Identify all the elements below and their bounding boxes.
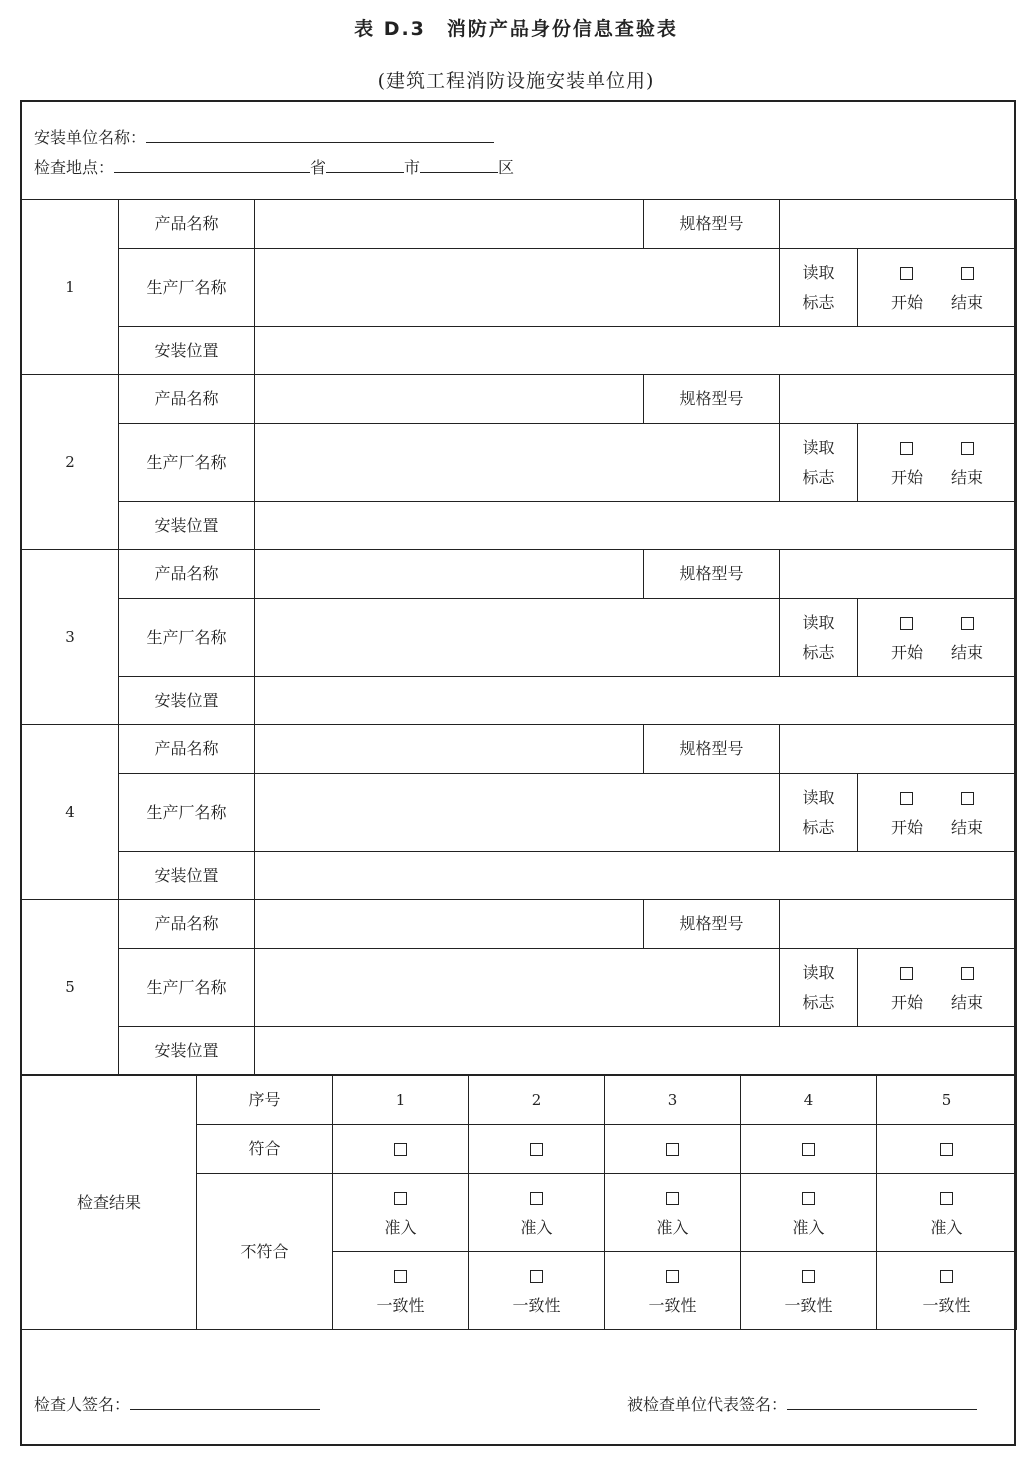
product-name-row: [22, 550, 1017, 599]
install-location-label-cell: [119, 852, 255, 900]
consistency-checkbox[interactable]: [530, 1270, 543, 1283]
start-option: [891, 608, 923, 668]
start-option: [891, 258, 923, 318]
pass-checkbox[interactable]: [530, 1143, 543, 1156]
end-label: 结束: [951, 817, 984, 837]
product-name-label: 产品名称: [154, 739, 219, 758]
manufacturer-field[interactable]: [255, 774, 780, 852]
read-mark-label-line1: 读取: [802, 262, 835, 282]
install-location-label-cell: [119, 502, 255, 550]
start-checkbox[interactable]: [900, 792, 913, 805]
product-number: [22, 375, 119, 550]
manufacturer-label-cell: [119, 774, 255, 852]
read-mark-label-line1: 读取: [802, 437, 835, 457]
access-label: 准入: [656, 1217, 689, 1237]
rep-signature: [627, 1392, 977, 1415]
product-name-field[interactable]: [255, 550, 644, 599]
read-mark-label-line1: 读取: [802, 787, 835, 807]
start-checkbox[interactable]: [900, 967, 913, 980]
spec-model-label: 规格型号: [679, 914, 744, 933]
manufacturer-label: 生产厂名称: [146, 802, 227, 822]
install-location-field[interactable]: [255, 677, 1017, 725]
product-name-field[interactable]: [255, 725, 644, 774]
seq-label: 序号: [248, 1090, 281, 1109]
read-mark-label-line2: 标志: [802, 467, 835, 487]
product-name-row: [22, 375, 1017, 424]
product-name-field[interactable]: [255, 200, 644, 249]
fail-label: 不符合: [240, 1241, 289, 1261]
rep-sign-label: 被检查单位代表签名：: [627, 1395, 788, 1414]
product-name-row: [22, 725, 1017, 774]
end-option: [951, 608, 983, 668]
seq-number-cell: [877, 1076, 1017, 1125]
consistency-checkbox[interactable]: [394, 1270, 407, 1283]
seq-number: 2: [531, 1091, 542, 1109]
spec-model-label-cell: [644, 900, 780, 949]
start-option: [891, 433, 923, 493]
start-checkbox[interactable]: [900, 267, 913, 280]
install-location-label: 安装位置: [154, 865, 219, 885]
spec-model-field[interactable]: [780, 375, 1017, 424]
start-option: [891, 783, 923, 843]
start-checkbox[interactable]: [900, 442, 913, 455]
access-checkbox[interactable]: [802, 1192, 815, 1205]
access-checkbox[interactable]: [530, 1192, 543, 1205]
read-mark-checks: [858, 774, 1017, 852]
pass-checkbox[interactable]: [666, 1143, 679, 1156]
product-number-text: 1: [65, 278, 75, 296]
pass-checkbox[interactable]: [940, 1143, 953, 1156]
install-location-row: [22, 852, 1017, 900]
manufacturer-field[interactable]: [255, 949, 780, 1027]
read-mark-label-cell: [780, 949, 858, 1027]
end-label: 结束: [951, 642, 984, 662]
install-location-label-cell: [119, 1027, 255, 1075]
product-number: [22, 725, 119, 900]
location-label: 检查地点：: [34, 158, 115, 177]
spec-model-field[interactable]: [780, 900, 1017, 949]
install-location-label-cell: [119, 677, 255, 725]
seq-number-cell: [605, 1076, 741, 1125]
install-location-label: 安装位置: [154, 515, 219, 535]
access-cell: [741, 1174, 877, 1252]
consistency-label: 一致性: [376, 1295, 425, 1315]
manufacturer-field[interactable]: [255, 249, 780, 327]
install-location-label: 安装位置: [154, 1040, 219, 1060]
read-mark-label-cell: [780, 249, 858, 327]
product-name-label-cell: [119, 375, 255, 424]
seq-number-cell: [469, 1076, 605, 1125]
spec-model-field[interactable]: [780, 200, 1017, 249]
install-location-label: 安装位置: [154, 690, 219, 710]
inspector-sign-label: 检查人签名：: [34, 1395, 131, 1414]
read-mark-checks: [858, 249, 1017, 327]
product-name-field[interactable]: [255, 375, 644, 424]
manufacturer-field[interactable]: [255, 424, 780, 502]
start-label: 开始: [890, 467, 923, 487]
district-label: 区: [498, 158, 515, 177]
install-location-row: [22, 327, 1017, 375]
spec-model-label-cell: [644, 550, 780, 599]
install-location-field[interactable]: [255, 502, 1017, 550]
read-mark-checks: [858, 949, 1017, 1027]
product-number: [22, 200, 119, 375]
access-label: 准入: [384, 1217, 417, 1237]
manufacturer-row: [22, 249, 1017, 327]
spec-model-label: 规格型号: [679, 214, 744, 233]
access-label: 准入: [930, 1217, 963, 1237]
spec-model-label-cell: [644, 200, 780, 249]
results-label-cell: [22, 1076, 197, 1330]
seq-number: 4: [803, 1091, 814, 1109]
product-number-text: 5: [65, 978, 75, 996]
start-label: 开始: [890, 817, 923, 837]
spec-model-label: 规格型号: [679, 739, 744, 758]
product-name-row: [22, 900, 1017, 949]
access-cell: [877, 1174, 1017, 1252]
consistency-label: 一致性: [648, 1295, 697, 1315]
product-name-label: 产品名称: [154, 564, 219, 583]
start-label: 开始: [890, 642, 923, 662]
seq-number: 5: [941, 1091, 952, 1109]
end-checkbox[interactable]: [961, 267, 974, 280]
spec-model-field[interactable]: [780, 550, 1017, 599]
install-location-label-cell: [119, 327, 255, 375]
consistency-cell: [605, 1252, 741, 1330]
install-location-field[interactable]: [255, 852, 1017, 900]
results-seq-row: [22, 1076, 1017, 1125]
spec-model-label: 规格型号: [679, 389, 744, 408]
consistency-checkbox[interactable]: [666, 1270, 679, 1283]
seq-number: 1: [395, 1091, 406, 1109]
product-name-row: [22, 200, 1017, 249]
pass-checkbox-cell: [333, 1125, 469, 1174]
read-mark-label-cell: [780, 424, 858, 502]
manufacturer-row: [22, 424, 1017, 502]
end-label: 结束: [951, 467, 984, 487]
end-checkbox[interactable]: [961, 967, 974, 980]
access-cell: [605, 1174, 741, 1252]
access-label: 准入: [792, 1217, 825, 1237]
access-checkbox[interactable]: [666, 1192, 679, 1205]
start-label: 开始: [890, 292, 923, 312]
manufacturer-label-cell: [119, 599, 255, 677]
start-option: [891, 958, 923, 1018]
read-mark-label-line1: 读取: [802, 612, 835, 632]
spec-model-label-cell: [644, 375, 780, 424]
rep-sign-field[interactable]: [787, 1393, 977, 1410]
start-checkbox[interactable]: [900, 617, 913, 630]
consistency-label: 一致性: [512, 1295, 561, 1315]
install-unit-label: 安装单位名称：: [34, 128, 147, 147]
seq-number-cell: [741, 1076, 877, 1125]
product-name-label: 产品名称: [154, 214, 219, 233]
manufacturer-label: 生产厂名称: [146, 627, 227, 647]
install-unit-line: [34, 126, 494, 148]
inspector-signature: [34, 1392, 320, 1415]
results-table: [21, 1075, 1017, 1330]
read-mark-label-line2: 标志: [802, 817, 835, 837]
city-label: 市: [404, 158, 421, 177]
install-location-row: [22, 677, 1017, 725]
access-cell: [333, 1174, 469, 1252]
seq-number-cell: [333, 1076, 469, 1125]
pass-checkbox[interactable]: [394, 1143, 407, 1156]
end-option: [951, 783, 983, 843]
access-checkbox[interactable]: [940, 1192, 953, 1205]
district-field[interactable]: [420, 156, 498, 173]
pass-label: 符合: [248, 1139, 281, 1158]
manufacturer-label: 生产厂名称: [146, 452, 227, 472]
access-checkbox[interactable]: [394, 1192, 407, 1205]
install-location-label: 安装位置: [154, 340, 219, 360]
seq-number: 3: [667, 1091, 678, 1109]
product-number-text: 2: [65, 453, 75, 471]
results-label: 检查结果: [76, 1192, 141, 1212]
manufacturer-label: 生产厂名称: [146, 277, 227, 297]
product-number: [22, 900, 119, 1075]
product-name-label-cell: [119, 200, 255, 249]
form-title: 表 D.3 消防产品身份信息查验表: [354, 18, 678, 40]
pass-label-cell: [197, 1125, 333, 1174]
consistency-checkbox[interactable]: [802, 1270, 815, 1283]
spec-model-label: 规格型号: [679, 564, 744, 583]
product-name-field[interactable]: [255, 900, 644, 949]
seq-label-cell: [197, 1076, 333, 1125]
product-name-label: 产品名称: [154, 914, 219, 933]
read-mark-label-line2: 标志: [802, 992, 835, 1012]
install-location-field[interactable]: [255, 1027, 1017, 1075]
product-table: [21, 199, 1017, 1075]
form-subtitle: (建筑工程消防设施安装单位用): [377, 70, 655, 92]
province-label: 省: [310, 158, 327, 177]
install-location-row: [22, 502, 1017, 550]
install-location-row: [22, 1027, 1017, 1075]
manufacturer-label: 生产厂名称: [146, 977, 227, 997]
spec-model-field[interactable]: [780, 725, 1017, 774]
manufacturer-row: [22, 599, 1017, 677]
manufacturer-field[interactable]: [255, 599, 780, 677]
manufacturer-row: [22, 949, 1017, 1027]
access-cell: [469, 1174, 605, 1252]
city-field[interactable]: [326, 156, 404, 173]
consistency-label: 一致性: [922, 1295, 971, 1315]
manufacturer-label-cell: [119, 424, 255, 502]
consistency-cell: [741, 1252, 877, 1330]
pass-checkbox-cell: [605, 1125, 741, 1174]
fail-label-cell: [197, 1174, 333, 1330]
read-mark-label-cell: [780, 774, 858, 852]
consistency-label: 一致性: [784, 1295, 833, 1315]
consistency-cell: [333, 1252, 469, 1330]
consistency-checkbox[interactable]: [940, 1270, 953, 1283]
end-option: [951, 958, 983, 1018]
access-label: 准入: [520, 1217, 553, 1237]
product-name-label: 产品名称: [154, 389, 219, 408]
pass-checkbox-cell: [877, 1125, 1017, 1174]
product-number-text: 4: [65, 803, 75, 821]
end-checkbox[interactable]: [961, 442, 974, 455]
product-name-label-cell: [119, 900, 255, 949]
spec-model-label-cell: [644, 725, 780, 774]
end-option: [951, 258, 983, 318]
manufacturer-row: [22, 774, 1017, 852]
read-mark-checks: [858, 424, 1017, 502]
manufacturer-label-cell: [119, 249, 255, 327]
product-name-label-cell: [119, 725, 255, 774]
read-mark-label-cell: [780, 599, 858, 677]
consistency-cell: [469, 1252, 605, 1330]
form-frame: [20, 100, 1016, 1446]
read-mark-checks: [858, 599, 1017, 677]
end-checkbox[interactable]: [961, 792, 974, 805]
read-mark-label-line2: 标志: [802, 292, 835, 312]
product-number-text: 3: [65, 628, 75, 646]
end-label: 结束: [951, 292, 984, 312]
install-unit-field[interactable]: [146, 126, 494, 143]
pass-checkbox[interactable]: [802, 1143, 815, 1156]
consistency-cell: [877, 1252, 1017, 1330]
read-mark-label-line1: 读取: [802, 962, 835, 982]
read-mark-label-line2: 标志: [802, 642, 835, 662]
start-label: 开始: [890, 992, 923, 1012]
install-location-field[interactable]: [255, 327, 1017, 375]
pass-checkbox-cell: [469, 1125, 605, 1174]
end-checkbox[interactable]: [961, 617, 974, 630]
manufacturer-label-cell: [119, 949, 255, 1027]
product-name-label-cell: [119, 550, 255, 599]
product-number: [22, 550, 119, 725]
end-option: [951, 433, 983, 493]
pass-checkbox-cell: [741, 1125, 877, 1174]
end-label: 结束: [951, 992, 984, 1012]
location-field[interactable]: [114, 156, 310, 173]
inspector-sign-field[interactable]: [130, 1393, 320, 1410]
location-line: [34, 156, 514, 178]
